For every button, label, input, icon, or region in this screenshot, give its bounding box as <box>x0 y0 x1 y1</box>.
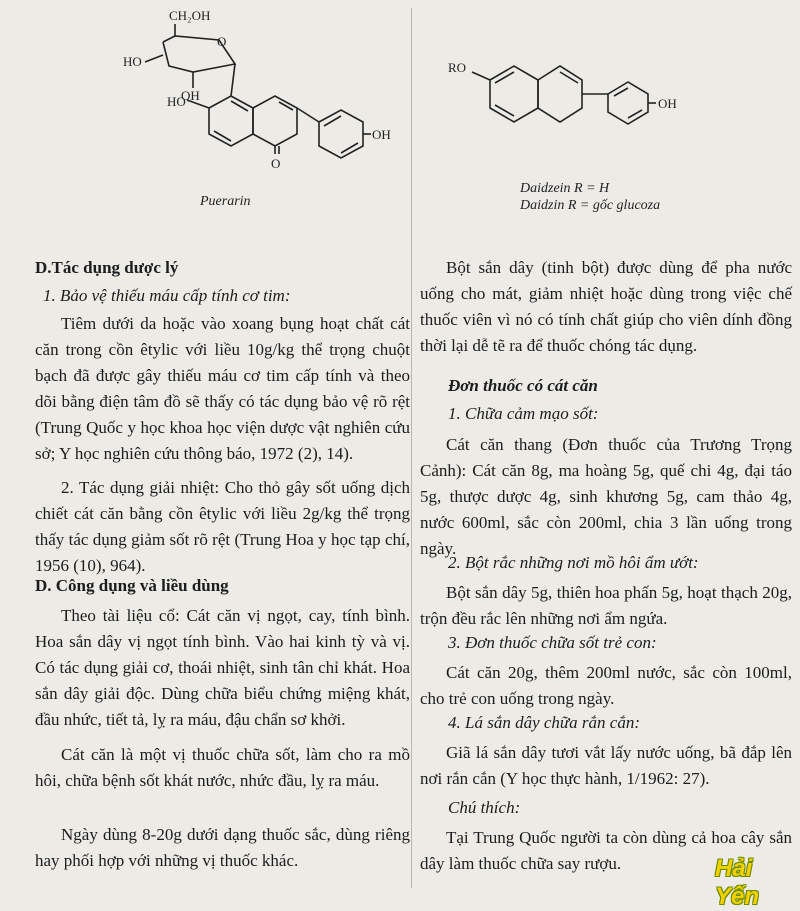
recipe-3-title: 3. Đơn thuốc chữa sốt trẻ con: <box>448 633 657 652</box>
paragraph-fever-remedy: Cát căn là một vị thuốc chữa sốt, làm cho ra mồ hôi, chữa bệnh sốt khát nước, nhức đầu, lỵ ra máu. <box>35 745 410 790</box>
column-divider <box>411 8 412 888</box>
paragraph-traditional-use: Theo tài liệu cổ: Cát căn vị ngọt, cay, tính bình. Hoa sắn dây vị ngọt tính bình. Vào hai kinh tỳ và vị. Có tác dụng giải cơ, thoái nhiệt, sinh tân chỉ khát. Hoa sắn dây giải độc. Dùng chữa biểu chứng miệng khát, đầu nhức, tiết tả, lỵ ra máu, đậu chẩn sơ khởi. <box>35 606 410 729</box>
paragraph-antipyretic: 2. Tác dụng giải nhiệt: Cho thỏ gây sốt uống dịch chiết cát căn bằng cồn êtylic với liều 2g/kg thể trọng thấy tác dụng giảm sốt rõ rệt (Trung Hoa y học tạp chí, 1956 (10), 964). <box>35 478 410 575</box>
daidzein-pyranone-ring <box>538 66 582 122</box>
recipe-1-body: Cát căn thang (Đơn thuốc của Trương Trọng Cảnh): Cát căn 8g, ma hoàng 5g, quế chi 4g, đại táo 5g, thược dược 4g, sinh khương 5g, cam thảo 4g, nước 600ml, sắc còn 200ml, chia 3 lần uống trong ngày. <box>420 435 792 558</box>
daidzein-benzene-ring <box>490 66 538 122</box>
note-title: Chú thích: <box>448 798 521 817</box>
recipe-4-body: Giã lá sắn dây tươi vắt lấy nước uống, bã đắp lên nơi rắn cắn (Y học thực hành, 1/1962: 27). <box>420 743 792 788</box>
chromone-pyranone-ring <box>253 96 297 146</box>
subheading-cardiac-protection: 1. Bảo vệ thiếu máu cấp tính cơ tim: <box>43 286 291 305</box>
sugar-oh-bottom-label: OH <box>181 88 200 103</box>
recipe-1-title: 1. Chữa cảm mạo sốt: <box>448 404 599 423</box>
carbonyl-oxygen-label: O <box>271 156 281 171</box>
sugar-ch2oh-label: CH₂OH <box>169 8 211 23</box>
daidzein-ro-label: RO <box>448 60 467 75</box>
ring-oxygen-label: O <box>217 34 227 49</box>
paragraph-starch-use: Bột sắn dây (tinh bột) được dùng để pha nước uống cho mát, giảm nhiệt hoặc dùng trong việc chế thuốc viên vì nó có tính chất giúp cho viên dính đồng thời lại dễ tẽ ra để thuốc chóng tác dụng. <box>420 258 792 355</box>
section-heading-pharmacology: D.Tác dụng dược lý <box>35 258 179 277</box>
phenyl-ring <box>319 110 363 158</box>
chromone-benzene-ring <box>209 96 253 146</box>
daidzein-structure <box>420 0 792 230</box>
aglycone-ho-label: HO <box>167 94 186 109</box>
recipe-2-title: 2. Bột rắc những nơi mồ hôi ẩm ướt: <box>448 553 699 572</box>
note-body: Tại Trung Quốc người ta còn dùng cả hoa cây sắn dây làm thuốc chữa say rượu. <box>420 828 792 873</box>
puerarin-caption: Puerarin <box>200 194 251 209</box>
daidzein-oh-label: OH <box>658 96 677 111</box>
puerarin-structure <box>35 0 410 245</box>
section-heading-recipes: Đơn thuốc có cát căn <box>448 376 598 395</box>
section-heading-usage: D. Công dụng và liều dùng <box>35 576 229 595</box>
daidzein-caption-2: Daidzin R = gốc glucoza <box>520 198 661 213</box>
aglycone-oh-label: OH <box>372 127 391 142</box>
watermark-logo: Hải Yến <box>715 855 760 910</box>
daidzein-caption-1: Daidzein R = H <box>520 181 610 196</box>
recipe-4-title: 4. Lá sắn dây chữa rắn cắn: <box>448 713 641 732</box>
recipe-2-body: Bột sắn dây 5g, thiên hoa phấn 5g, hoạt thạch 20g, trộn đều rắc lên những nơi ẩm ngứa. <box>420 583 792 628</box>
paragraph-dosage: Ngày dùng 8-20g dưới dạng thuốc sắc, dùng riêng hay phối hợp với những vị thuốc khác. <box>35 825 410 870</box>
recipe-3-body: Cát căn 20g, thêm 200ml nước, sắc còn 100ml, cho trẻ con uống trong ngày. <box>420 663 792 708</box>
paragraph-cardiac-protection: Tiêm dưới da hoặc vào xoang bụng hoạt chất cát căn trong cồn êtylic với liều 10g/kg thể trọng chuột bạch đã được gây thiếu máu cơ tim cấp tính và theo dõi bằng điện tâm đồ sẽ thấy có tác dụng bảo vệ rõ rệt (Trung Quốc y học khoa học viện dược vật nghiên cứu sở; Y học nghiên cứu thông báo, 1972 (2), 14). <box>35 314 410 463</box>
sugar-ho-label: HO <box>123 54 142 69</box>
